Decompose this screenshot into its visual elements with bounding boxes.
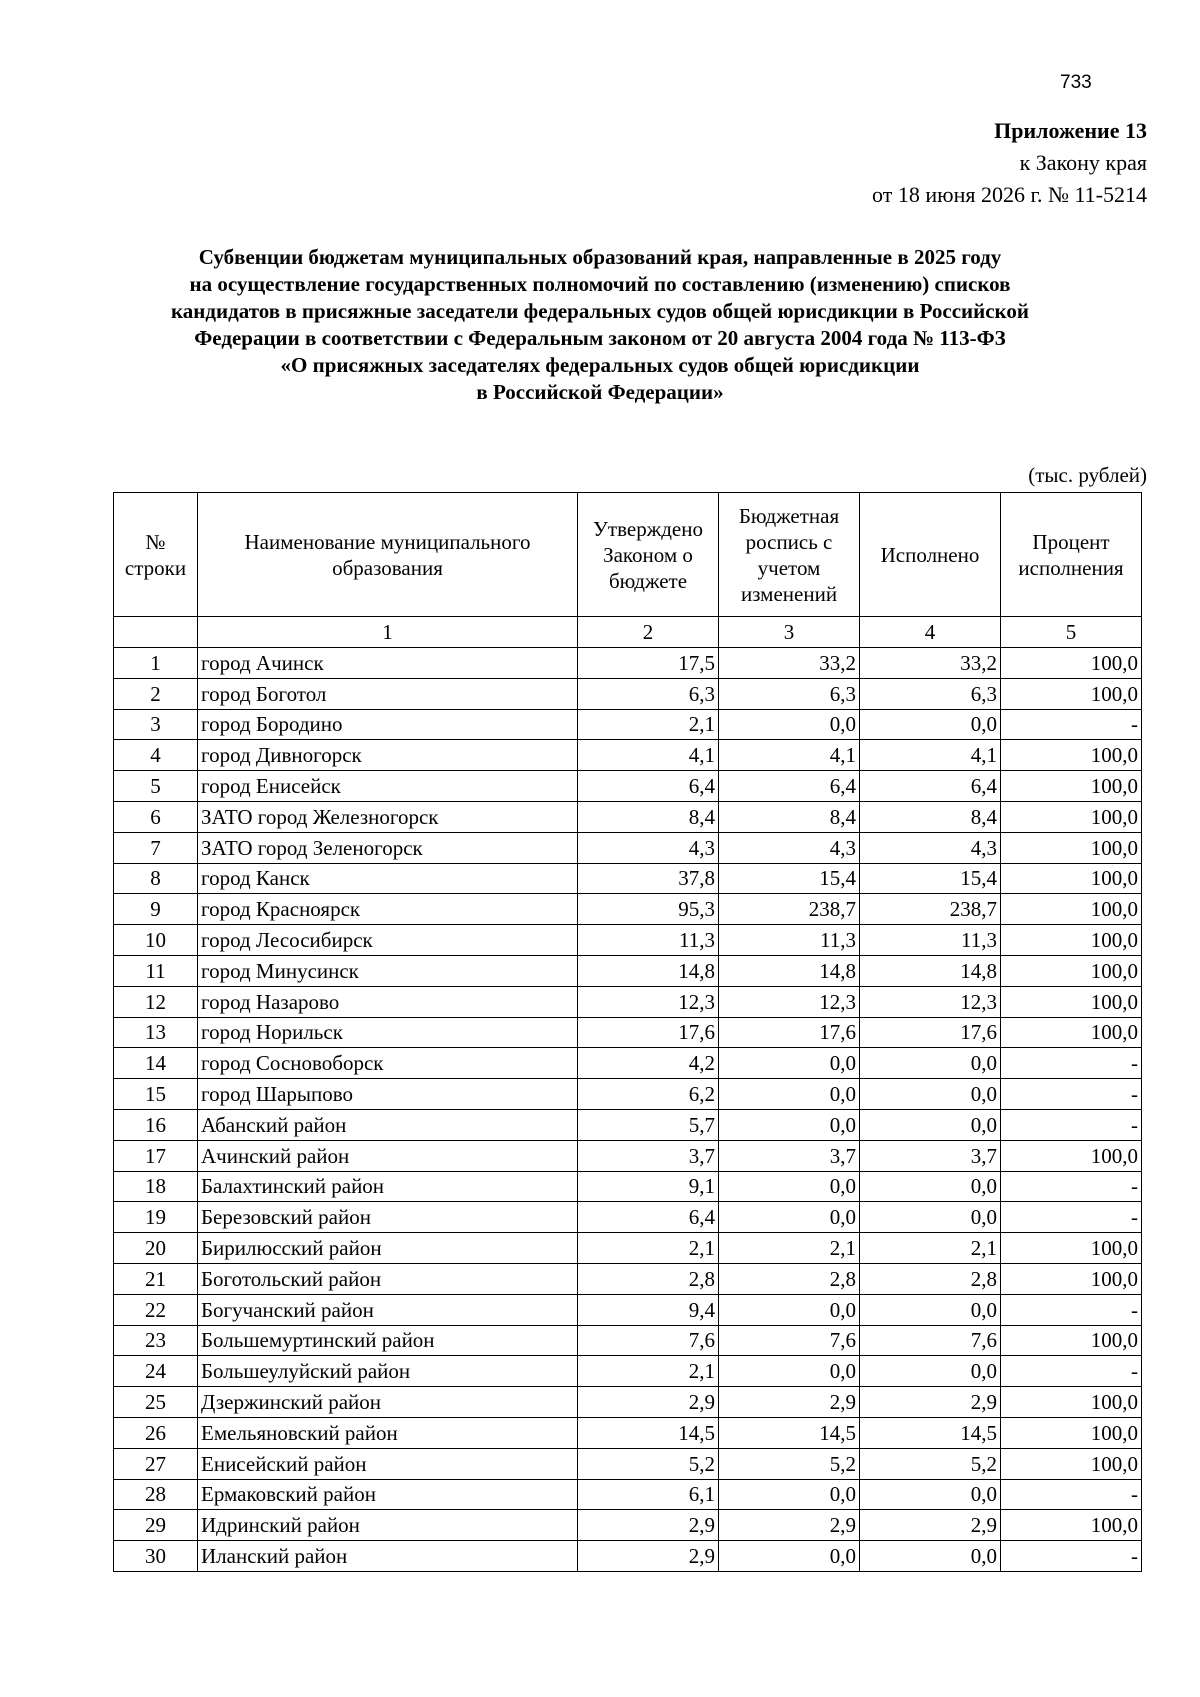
title-line: Субвенции бюджетам муниципальных образований края, направленные в 2025 году — [198, 245, 1002, 269]
column-number: 2 — [578, 617, 719, 648]
row-number-cell: 9 — [114, 894, 198, 925]
percent-cell: 100,0 — [1001, 1263, 1142, 1294]
municipality-cell: город Минусинск — [198, 955, 578, 986]
executed-cell: 6,4 — [860, 771, 1001, 802]
row-number-cell: 8 — [114, 863, 198, 894]
executed-cell: 12,3 — [860, 986, 1001, 1017]
table-row — [114, 801, 1142, 832]
percent-cell: 100,0 — [1001, 1325, 1142, 1356]
executed-cell: 5,2 — [860, 1448, 1001, 1479]
budget-schedule-cell: 0,0 — [719, 1294, 860, 1325]
budget-schedule-cell: 4,1 — [719, 740, 860, 771]
percent-cell: - — [1001, 1356, 1142, 1387]
appendix-law-ref: к Закону края — [1019, 150, 1147, 175]
table-row — [114, 1263, 1142, 1294]
approved-cell: 6,4 — [578, 1202, 719, 1233]
row-number-cell: 21 — [114, 1263, 198, 1294]
approved-cell: 14,5 — [578, 1417, 719, 1448]
approved-cell: 2,1 — [578, 1356, 719, 1387]
municipality-cell: Дзержинский район — [198, 1387, 578, 1418]
table-row — [114, 1387, 1142, 1418]
title-line: в Российской Федерации» — [476, 380, 724, 404]
appendix-block — [872, 115, 1147, 211]
budget-schedule-cell: 11,3 — [719, 925, 860, 956]
row-number-cell: 28 — [114, 1479, 198, 1510]
row-number-cell: 30 — [114, 1541, 198, 1572]
budget-schedule-cell: 5,2 — [719, 1448, 860, 1479]
approved-cell: 95,3 — [578, 894, 719, 925]
row-number-cell: 13 — [114, 1017, 198, 1048]
executed-cell: 0,0 — [860, 1079, 1001, 1110]
header-percent: Процент исполнения — [1001, 493, 1142, 617]
executed-cell: 33,2 — [860, 648, 1001, 679]
executed-cell: 0,0 — [860, 1479, 1001, 1510]
municipality-cell: Идринский район — [198, 1510, 578, 1541]
row-number-cell: 3 — [114, 709, 198, 740]
municipality-cell: Ермаковский район — [198, 1479, 578, 1510]
row-number-cell: 16 — [114, 1109, 198, 1140]
executed-cell: 0,0 — [860, 1294, 1001, 1325]
approved-cell: 7,6 — [578, 1325, 719, 1356]
percent-cell: - — [1001, 1202, 1142, 1233]
table-row — [114, 771, 1142, 802]
municipality-cell: Боготольский район — [198, 1263, 578, 1294]
approved-cell: 2,1 — [578, 709, 719, 740]
budget-schedule-cell: 12,3 — [719, 986, 860, 1017]
approved-cell: 9,1 — [578, 1171, 719, 1202]
municipality-cell: Балахтинский район — [198, 1171, 578, 1202]
municipality-cell: город Назарово — [198, 986, 578, 1017]
approved-cell: 2,9 — [578, 1387, 719, 1418]
approved-cell: 17,6 — [578, 1017, 719, 1048]
municipality-cell: город Боготол — [198, 678, 578, 709]
budget-schedule-cell: 238,7 — [719, 894, 860, 925]
percent-cell: 100,0 — [1001, 1417, 1142, 1448]
percent-cell: 100,0 — [1001, 801, 1142, 832]
approved-cell: 2,9 — [578, 1541, 719, 1572]
executed-cell: 6,3 — [860, 678, 1001, 709]
percent-cell: - — [1001, 1479, 1142, 1510]
budget-schedule-cell: 8,4 — [719, 801, 860, 832]
municipality-cell: город Красноярск — [198, 894, 578, 925]
executed-cell: 0,0 — [860, 1202, 1001, 1233]
row-number-cell: 11 — [114, 955, 198, 986]
executed-cell: 0,0 — [860, 1109, 1001, 1140]
table-row — [114, 1202, 1142, 1233]
executed-cell: 0,0 — [860, 1048, 1001, 1079]
table-body — [114, 648, 1142, 1572]
approved-cell: 5,7 — [578, 1109, 719, 1140]
municipality-cell: Большеулуйский район — [198, 1356, 578, 1387]
municipality-cell: ЗАТО город Железногорск — [198, 801, 578, 832]
percent-cell: 100,0 — [1001, 678, 1142, 709]
budget-schedule-cell: 0,0 — [719, 709, 860, 740]
executed-cell: 2,9 — [860, 1510, 1001, 1541]
executed-cell: 238,7 — [860, 894, 1001, 925]
municipality-cell: Ачинский район — [198, 1140, 578, 1171]
executed-cell: 2,8 — [860, 1263, 1001, 1294]
budget-schedule-cell: 0,0 — [719, 1541, 860, 1572]
table-row — [114, 1448, 1142, 1479]
row-number-cell: 14 — [114, 1048, 198, 1079]
executed-cell: 0,0 — [860, 1356, 1001, 1387]
municipality-cell: город Ачинск — [198, 648, 578, 679]
table-row — [114, 1294, 1142, 1325]
municipality-cell: Емельяновский район — [198, 1417, 578, 1448]
row-number-cell: 7 — [114, 832, 198, 863]
table-row — [114, 1417, 1142, 1448]
percent-cell: - — [1001, 1079, 1142, 1110]
executed-cell: 0,0 — [860, 709, 1001, 740]
approved-cell: 5,2 — [578, 1448, 719, 1479]
title-line: «О присяжных заседателях федеральных судов общей юрисдикции — [280, 353, 920, 377]
approved-cell: 12,3 — [578, 986, 719, 1017]
row-number-cell: 12 — [114, 986, 198, 1017]
table-row — [114, 986, 1142, 1017]
approved-cell: 14,8 — [578, 955, 719, 986]
percent-cell: 100,0 — [1001, 1387, 1142, 1418]
table-row — [114, 1017, 1142, 1048]
municipality-cell: Большемуртинский район — [198, 1325, 578, 1356]
percent-cell: 100,0 — [1001, 1017, 1142, 1048]
column-number: 1 — [198, 617, 578, 648]
budget-schedule-cell: 0,0 — [719, 1479, 860, 1510]
approved-cell: 2,1 — [578, 1233, 719, 1264]
municipality-cell: Богучанский район — [198, 1294, 578, 1325]
table-row — [114, 1048, 1142, 1079]
approved-cell: 8,4 — [578, 801, 719, 832]
title-line: Федерации в соответствии с Федеральным законом от 20 августа 2004 года № 113-ФЗ — [194, 326, 1006, 350]
budget-schedule-cell: 2,9 — [719, 1510, 860, 1541]
percent-cell: - — [1001, 1541, 1142, 1572]
budget-schedule-cell: 15,4 — [719, 863, 860, 894]
approved-cell: 4,2 — [578, 1048, 719, 1079]
approved-cell: 9,4 — [578, 1294, 719, 1325]
executed-cell: 4,1 — [860, 740, 1001, 771]
row-number-cell: 17 — [114, 1140, 198, 1171]
table-row — [114, 1356, 1142, 1387]
executed-cell: 14,5 — [860, 1417, 1001, 1448]
municipality-cell: город Сосновоборск — [198, 1048, 578, 1079]
budget-schedule-cell: 0,0 — [719, 1171, 860, 1202]
percent-cell: 100,0 — [1001, 832, 1142, 863]
percent-cell: - — [1001, 1109, 1142, 1140]
approved-cell: 2,9 — [578, 1510, 719, 1541]
executed-cell: 4,3 — [860, 832, 1001, 863]
percent-cell: 100,0 — [1001, 925, 1142, 956]
executed-cell: 7,6 — [860, 1325, 1001, 1356]
row-number-cell: 4 — [114, 740, 198, 771]
budget-schedule-cell: 2,8 — [719, 1263, 860, 1294]
row-number-cell: 26 — [114, 1417, 198, 1448]
executed-cell: 0,0 — [860, 1541, 1001, 1572]
approved-cell: 17,5 — [578, 648, 719, 679]
row-number-cell: 5 — [114, 771, 198, 802]
appendix-date: от 18 июня 2026 г. № 11-5214 — [872, 182, 1147, 207]
budget-schedule-cell: 6,4 — [719, 771, 860, 802]
executed-cell: 2,1 — [860, 1233, 1001, 1264]
table-row — [114, 1541, 1142, 1572]
units-label: (тыс. рублей) — [1028, 463, 1147, 487]
row-number-cell: 29 — [114, 1510, 198, 1541]
document-title — [120, 244, 1080, 406]
budget-schedule-cell: 0,0 — [719, 1202, 860, 1233]
percent-cell: 100,0 — [1001, 986, 1142, 1017]
approved-cell: 6,2 — [578, 1079, 719, 1110]
municipality-cell: Березовский район — [198, 1202, 578, 1233]
approved-cell: 11,3 — [578, 925, 719, 956]
column-number: 5 — [1001, 617, 1142, 648]
row-number-cell: 20 — [114, 1233, 198, 1264]
percent-cell: 100,0 — [1001, 1233, 1142, 1264]
executed-cell: 2,9 — [860, 1387, 1001, 1418]
executed-cell: 15,4 — [860, 863, 1001, 894]
header-municipality: Наименование муниципального образования — [198, 493, 578, 617]
row-number-cell: 18 — [114, 1171, 198, 1202]
municipality-cell: Бирилюсский район — [198, 1233, 578, 1264]
percent-cell: - — [1001, 1171, 1142, 1202]
percent-cell: - — [1001, 1048, 1142, 1079]
approved-cell: 4,3 — [578, 832, 719, 863]
title-line: кандидатов в присяжные заседатели федеральных судов общей юрисдикции в Российской — [171, 299, 1029, 323]
table-row — [114, 1325, 1142, 1356]
column-number-row — [114, 617, 1142, 648]
budget-schedule-cell: 0,0 — [719, 1109, 860, 1140]
row-number-cell: 19 — [114, 1202, 198, 1233]
table-row — [114, 1233, 1142, 1264]
percent-cell: 100,0 — [1001, 1448, 1142, 1479]
row-number-cell: 23 — [114, 1325, 198, 1356]
approved-cell: 6,3 — [578, 678, 719, 709]
column-number: 4 — [860, 617, 1001, 648]
executed-cell: 0,0 — [860, 1171, 1001, 1202]
table-row — [114, 925, 1142, 956]
budget-schedule-cell: 14,8 — [719, 955, 860, 986]
executed-cell: 11,3 — [860, 925, 1001, 956]
executed-cell: 17,6 — [860, 1017, 1001, 1048]
municipality-cell: город Бородино — [198, 709, 578, 740]
approved-cell: 37,8 — [578, 863, 719, 894]
percent-cell: 100,0 — [1001, 894, 1142, 925]
title-line: на осуществление государственных полномочий по составлению (изменению) списков — [189, 272, 1011, 296]
row-number-cell: 25 — [114, 1387, 198, 1418]
executed-cell: 14,8 — [860, 955, 1001, 986]
budget-schedule-cell: 7,6 — [719, 1325, 860, 1356]
header-row-number: № строки — [114, 493, 198, 617]
subventions-table — [113, 492, 1142, 1572]
percent-cell: 100,0 — [1001, 740, 1142, 771]
budget-schedule-cell: 3,7 — [719, 1140, 860, 1171]
table-row — [114, 955, 1142, 986]
approved-cell: 6,1 — [578, 1479, 719, 1510]
municipality-cell: город Шарыпово — [198, 1079, 578, 1110]
row-number-cell: 15 — [114, 1079, 198, 1110]
budget-schedule-cell: 2,9 — [719, 1387, 860, 1418]
page-number: 733 — [1060, 72, 1092, 93]
budget-schedule-cell: 14,5 — [719, 1417, 860, 1448]
municipality-cell: Иланский район — [198, 1541, 578, 1572]
municipality-cell: город Лесосибирск — [198, 925, 578, 956]
column-number: 3 — [719, 617, 860, 648]
executed-cell: 8,4 — [860, 801, 1001, 832]
table-row — [114, 1109, 1142, 1140]
table-row — [114, 1479, 1142, 1510]
table-row — [114, 678, 1142, 709]
percent-cell: 100,0 — [1001, 955, 1142, 986]
table-row — [114, 1510, 1142, 1541]
table-row — [114, 1079, 1142, 1110]
table-header-row — [114, 493, 1142, 617]
approved-cell: 2,8 — [578, 1263, 719, 1294]
budget-schedule-cell: 0,0 — [719, 1079, 860, 1110]
table-row — [114, 1140, 1142, 1171]
header-approved: Утверждено Законом о бюджете — [578, 493, 719, 617]
percent-cell: - — [1001, 1294, 1142, 1325]
municipality-cell: ЗАТО город Зеленогорск — [198, 832, 578, 863]
table-row — [114, 648, 1142, 679]
appendix-title: Приложение 13 — [994, 118, 1147, 143]
row-number-cell: 1 — [114, 648, 198, 679]
budget-schedule-cell: 6,3 — [719, 678, 860, 709]
table-row — [114, 709, 1142, 740]
budget-schedule-cell: 0,0 — [719, 1048, 860, 1079]
budget-schedule-cell: 0,0 — [719, 1356, 860, 1387]
percent-cell: 100,0 — [1001, 771, 1142, 802]
percent-cell: 100,0 — [1001, 648, 1142, 679]
municipality-cell: город Енисейск — [198, 771, 578, 802]
table-row — [114, 832, 1142, 863]
municipality-cell: Абанский район — [198, 1109, 578, 1140]
column-number-blank — [114, 617, 198, 648]
table-row — [114, 894, 1142, 925]
percent-cell: - — [1001, 709, 1142, 740]
table-row — [114, 740, 1142, 771]
header-executed: Исполнено — [860, 493, 1001, 617]
table-row — [114, 863, 1142, 894]
percent-cell: 100,0 — [1001, 1510, 1142, 1541]
table-row — [114, 1171, 1142, 1202]
budget-schedule-cell: 17,6 — [719, 1017, 860, 1048]
budget-schedule-cell: 4,3 — [719, 832, 860, 863]
row-number-cell: 22 — [114, 1294, 198, 1325]
percent-cell: 100,0 — [1001, 863, 1142, 894]
municipality-cell: город Дивногорск — [198, 740, 578, 771]
approved-cell: 3,7 — [578, 1140, 719, 1171]
municipality-cell: город Канск — [198, 863, 578, 894]
approved-cell: 4,1 — [578, 740, 719, 771]
row-number-cell: 27 — [114, 1448, 198, 1479]
row-number-cell: 6 — [114, 801, 198, 832]
row-number-cell: 10 — [114, 925, 198, 956]
budget-schedule-cell: 2,1 — [719, 1233, 860, 1264]
approved-cell: 6,4 — [578, 771, 719, 802]
executed-cell: 3,7 — [860, 1140, 1001, 1171]
row-number-cell: 2 — [114, 678, 198, 709]
municipality-cell: Енисейский район — [198, 1448, 578, 1479]
row-number-cell: 24 — [114, 1356, 198, 1387]
municipality-cell: город Норильск — [198, 1017, 578, 1048]
header-budget-schedule: Бюджетная роспись с учетом изменений — [719, 493, 860, 617]
budget-schedule-cell: 33,2 — [719, 648, 860, 679]
percent-cell: 100,0 — [1001, 1140, 1142, 1171]
